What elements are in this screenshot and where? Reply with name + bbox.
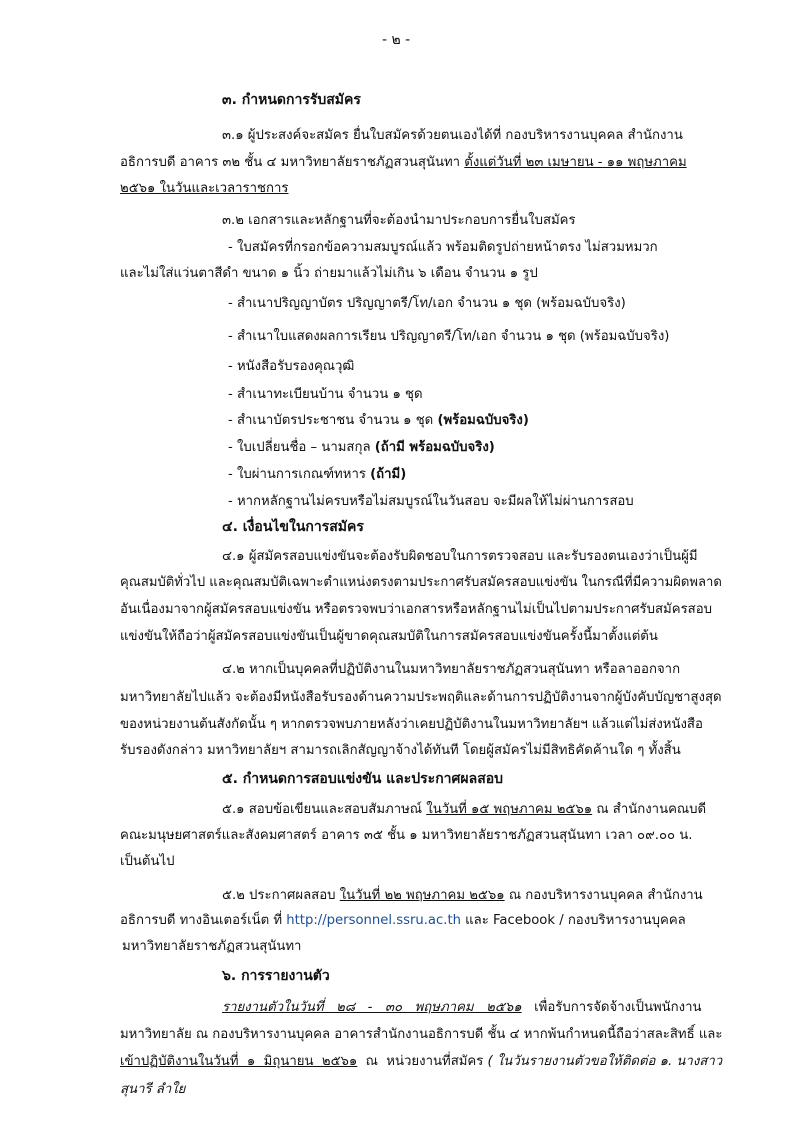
document-item-8: [228, 465, 406, 485]
exam-date: ในวันที่ ๑๕ พฤษภาคม ๒๕๖๑: [426, 802, 593, 817]
section-4-1-line-4: แข่งขันให้ถือว่าผู้สมัครสอบแข่งขันเป็นผู้ขาดคุณสมบัติในการสมัครสอบแข่งขันครั้งนี้มาตั้งแต่ต้น: [120, 629, 658, 644]
document-item-8-text: - ใบผ่านการเกณฑ์ทหาร: [228, 467, 371, 482]
report-date: รายงานตัวในวันที่ ๒๘ - ๓๐ พฤษภาคม ๒๕๖๑: [222, 1000, 522, 1015]
page-number: - ๒ -: [382, 32, 411, 48]
section-5-2-line-3: มหาวิทยาลัยราชภัฏสวนสุนันทา: [122, 939, 302, 954]
section-4-2-line-3: ของหน่วยงานต้นสังกัดนั้น ๆ หากตรวจพบภายหลังว่าเคยปฏิบัติงานในมหาวิทยาลัยฯ แล้วแต่ไม่ส่งหนังสือ: [120, 717, 703, 732]
result-date: ในวันที่ ๒๒ พฤษภาคม ๒๕๖๑: [339, 888, 505, 903]
document-item-3: - สำเนาใบแสดงผลการเรียน ปริญญาตรี/โท/เอก จำนวน ๑ ชุด (พร้อมฉบับจริง): [228, 329, 670, 344]
document-item-6: [228, 411, 529, 431]
section-5-1-location: ณ สำนักงานคณบดี: [592, 802, 707, 817]
document-item-1-line-2: และไม่ใส่แว่นตาสีดำ ขนาด ๑ นิ้ว ถ่ายมาแล้วไม่เกิน ๖ เดือน จำนวน ๑ รูป: [120, 266, 538, 281]
contact-person: สุนารี ลำใย: [120, 1082, 186, 1097]
document-item-6-text: - สำเนาบัตรประชาชน จำนวน ๑ ชุด: [228, 413, 438, 428]
start-work-date: เข้าปฏิบัติงานในวันที่ ๑ มิถุนายน ๒๕๖๑: [120, 1054, 358, 1069]
section-6-line-2: มหาวิทยาลัย ณ กองบริหารงานบุคคล อาคารสำนักงานอธิการบดี ชั้น ๔ หากพ้นกำหนดนี้ถือว่าสละสิทธิ์ และ: [120, 1027, 723, 1042]
application-period-start: ตั้งแต่วันที่ ๒๓ เมษายน - ๑๑ พฤษภาคม: [464, 155, 687, 170]
document-item-7-text: - ใบเปลี่ยนชื่อ – นามสกุล: [228, 440, 375, 455]
section-4-2-line-4: รับรองดังกล่าว มหาวิทยาลัยฯ สามารถเลิกสัญญาจ้างได้ทันที โดยผู้สมัครไม่มีสิทธิคัดค้านใด ๆ ทั้งสิ้น: [120, 743, 681, 758]
section-6-line-1: [222, 998, 702, 1018]
section-5-2-line-2: [120, 911, 686, 931]
section-3-2-heading: ๓.๒ เอกสารและหลักฐานที่จะต้องนำมาประกอบการยื่นใบสมัคร: [222, 213, 576, 228]
section-3-1-line-2: [120, 153, 687, 173]
document-item-8-note: (ถ้ามี): [370, 467, 407, 482]
section-5-2-line-2-text: อธิการบดี ทางอินเตอร์เน็ต ที่: [120, 913, 287, 928]
section-5-heading: ๕. กำหนดการสอบแข่งขัน และประกาศผลสอบ: [222, 771, 504, 787]
section-5-1-text: ๕.๑ สอบข้อเขียนและสอบสัมภาษณ์: [222, 802, 427, 817]
section-3-1-line-1: ๓.๑ ผู้ประสงค์จะสมัคร ยื่นใบสมัครด้วยตนเองได้ที่ กองบริหารงานบุคคล สำนักงาน: [222, 128, 683, 143]
section-5-1-line-3: เป็นต้นไป: [120, 854, 175, 869]
document-item-5: - สำเนาทะเบียนบ้าน จำนวน ๑ ชุด: [228, 387, 423, 402]
document-item-6-note: (พร้อมฉบับจริง): [437, 413, 529, 428]
section-3-heading: ๓. กำหนดการรับสมัคร: [222, 92, 361, 108]
section-5-2-facebook: และ Facebook / กองบริหารงานบุคคล: [460, 913, 686, 928]
section-5-1-line-1: [222, 800, 706, 820]
section-4-1-line-3: อันเนื่องมาจากผู้สมัครสอบแข่งขัน หรือตรวจพบว่าเอกสารหรือหลักฐานไม่เป็นไปตามประกาศรับสมัครสอบ: [120, 602, 712, 617]
section-4-2-line-1: ๔.๒ หากเป็นบุคคลที่ปฏิบัติงานในมหาวิทยาลัยราชภัฏสวนสุนันทา หรือลาออกจาก: [222, 662, 681, 677]
section-4-1-line-1: ๔.๑ ผู้สมัครสอบแข่งขันจะต้องรับผิดชอบในการตรวจสอบ และรับรองตนเองว่าเป็นผู้มี: [222, 549, 698, 564]
section-5-1-line-2: คณะมนุษยศาสตร์และสังคมศาสตร์ อาคาร ๓๕ ชั้น ๑ มหาวิทยาลัยราชภัฏสวนสุนันทา เวลา ๐๙.๐๐ น.: [120, 828, 693, 843]
document-item-7-note: (ถ้ามี พร้อมฉบับจริง): [374, 440, 495, 455]
section-5-2-location: ณ กองบริหารงานบุคคล สำนักงาน: [504, 888, 703, 903]
document-item-1-line-1: - ใบสมัครที่กรอกข้อความสมบูรณ์แล้ว พร้อมติดรูปถ่ายหน้าตรง ไม่สวมหมวก: [228, 240, 658, 255]
document-item-9: - หากหลักฐานไม่ครบหรือไม่สมบูรณ์ในวันสอบ จะมีผลให้ไม่ผ่านการสอบ: [228, 494, 634, 509]
section-6-line-3: [120, 1052, 722, 1072]
application-period-end: ๒๕๖๑ ในวันและเวลาราชการ: [120, 181, 289, 196]
document-item-7: [228, 438, 495, 458]
section-4-1-line-2: คุณสมบัติทั่วไป และคุณสมบัติเฉพาะตำแหน่งตรงตามประกาศรับสมัครสอบแข่งขัน ในกรณีที่มีความผิดพลาด: [120, 575, 722, 590]
personnel-website-link[interactable]: http://personnel.ssru.ac.th: [286, 913, 461, 928]
section-6-line-3-text: ณ หน่วยงานที่สมัคร: [357, 1054, 488, 1069]
section-5-2-line-1: [222, 886, 703, 906]
section-5-2-text: ๕.๒ ประกาศผลสอบ: [222, 888, 340, 903]
section-6-heading: ๖. การรายงานตัว: [222, 968, 330, 984]
document-item-2: - สำเนาปริญญาบัตร ปริญญาตรี/โท/เอก จำนวน ๑ ชุด (พร้อมฉบับจริง): [228, 296, 626, 311]
section-4-2-line-2: มหาวิทยาลัยไปแล้ว จะต้องมีหนังสือรับรองด้านความประพฤติและด้านการปฏิบัติงานจากผู้บังคับบัญชาสูงสุด: [120, 690, 722, 705]
section-4-heading: ๔. เงื่อนไขในการสมัคร: [222, 519, 364, 535]
contact-note: ( ในวันรายงานตัวขอให้ติดต่อ ๑. นางสาว: [487, 1054, 723, 1069]
section-3-1-line-2-text: อธิการบดี อาคาร ๓๒ ชั้น ๔ มหาวิทยาลัยราชภัฏสวนสุนันทา: [120, 155, 465, 170]
document-item-4: - หนังสือรับรองคุณวุฒิ: [228, 359, 355, 374]
section-6-line-1-tail: เพื่อรับการจัดจ้างเป็นพนักงาน: [521, 1000, 702, 1015]
